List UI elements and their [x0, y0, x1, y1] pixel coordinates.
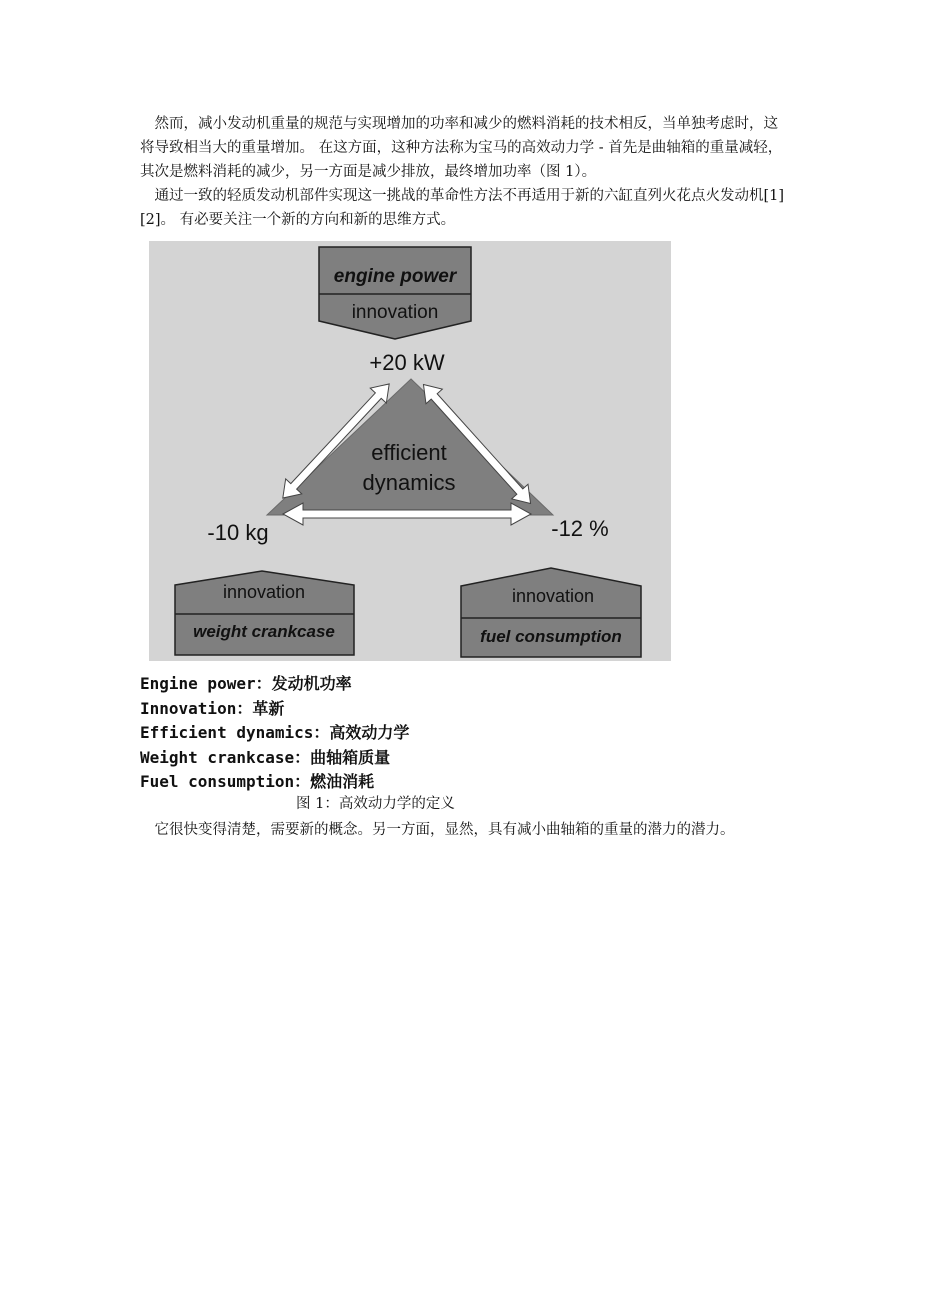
efficient-dynamics-figure: [149, 241, 671, 661]
right-box-title: innovation: [511, 586, 595, 606]
left-box-subtitle: weight crankcase: [193, 622, 335, 641]
legend-item: Weight crankcase：曲轴箱质量: [140, 747, 391, 767]
legend-item: Fuel consumption：燃油消耗: [140, 772, 375, 791]
center-label-line1: efficient: [371, 440, 447, 465]
right-box-subtitle: fuel consumption: [480, 627, 622, 646]
figure-legend: [140, 672, 640, 795]
left-box-title: innovation: [222, 582, 306, 602]
figure-svg: [149, 241, 671, 661]
paragraph-1: 然而，减小发动机重量的规范与实现增加的功率和减少的燃料消耗的技术相反，当单独考虑时，这将导致相当大的重量增加。 在这方面，这种方法称为宝马的高效动力学 - 首先是曲轴箱的重量减轻，其次是燃料消耗的减少，另一方面是减少排放，最终增加功率（图 1）。: [140, 116, 783, 180]
top-box-subtitle: innovation: [351, 302, 439, 323]
top-box-title: engine power: [333, 266, 457, 287]
right-innovation-box: [461, 568, 641, 657]
paragraph-3: 它很快变得清楚，需要新的概念。另一方面，显然，具有减小曲轴箱的重量的潜力的潜力。: [140, 822, 735, 838]
legend-item: Engine power：发动机功率: [140, 674, 352, 693]
figure-caption: 图 1：高效动力学的定义: [296, 796, 455, 812]
right-value-label: -12 %: [551, 516, 609, 541]
legend-item: Efficient dynamics：高效动力学: [140, 723, 410, 742]
left-innovation-box: [175, 571, 354, 655]
top-innovation-box: [319, 247, 471, 339]
top-value-label: +20 kW: [369, 350, 445, 375]
paragraph-2: 通过一致的轻质发动机部件实现这一挑战的革命性方法不再适用于新的六缸直列火花点火发动机[1] [2]。 有必要关注一个新的方向和新的思维方式。: [140, 188, 785, 228]
center-label-line2: dynamics: [362, 470, 456, 495]
legend-item: Innovation：革新: [140, 698, 285, 718]
left-value-label: -10 kg: [207, 520, 269, 545]
